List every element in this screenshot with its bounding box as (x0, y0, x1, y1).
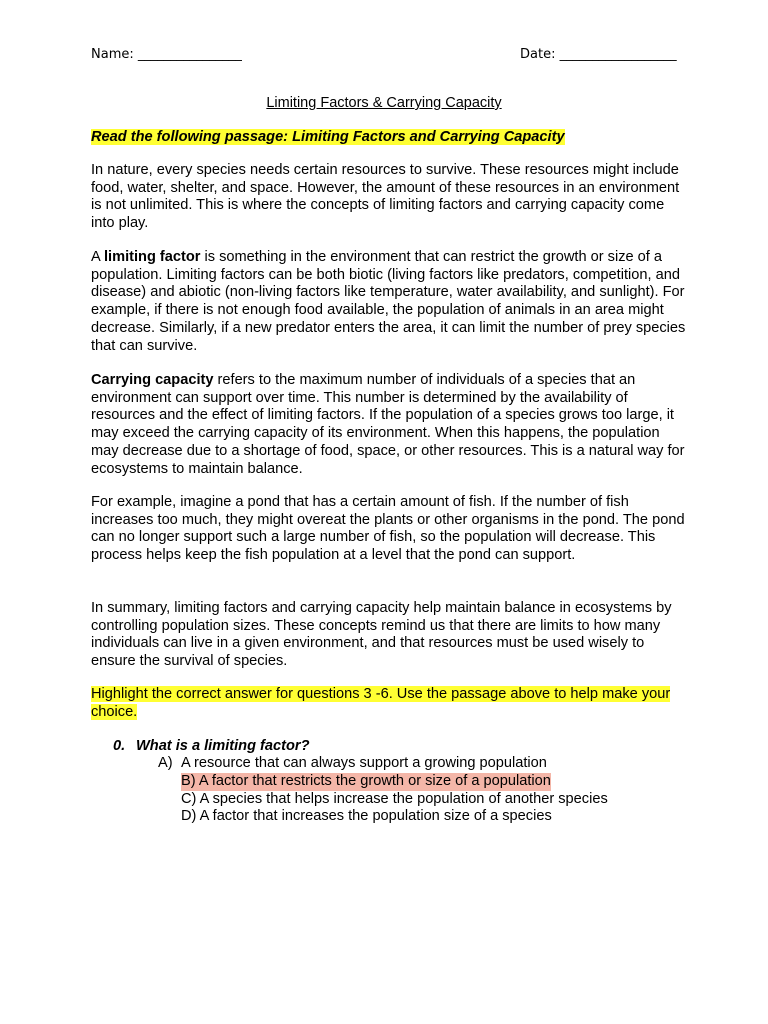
question-instruction (91, 686, 691, 721)
paragraph-carrying-capacity-text: refers to the maximum number of individuals of a species that an environment can support over time. This number is determined by the availability of resources and the effect of limiting factors. If the population of a species grows too large, it may exceed the carrying capacity of its environment. When this happens, the population may decrease due to a shortage of food, space, or other resources. This is a natural way for ecosystems to maintain balance. (91, 372, 685, 477)
option-letter: C) (181, 791, 197, 807)
term-carrying-capacity: Carrying capacity (91, 372, 214, 388)
paragraph-carrying-capacity (91, 372, 691, 478)
question-number: 0. (113, 738, 126, 754)
paragraph-limiting-factor (91, 249, 691, 355)
term-limiting-factor: limiting factor (103, 249, 201, 265)
document-title: Limiting Factors & Carrying Capacity (266, 95, 502, 111)
option-text: A factor that increases the population size of a species (199, 808, 552, 824)
answer-option-c[interactable] (181, 791, 608, 809)
question-text: What is a limiting factor? (136, 738, 310, 754)
reading-instruction (91, 129, 691, 147)
paragraph-intro (91, 162, 691, 233)
paragraph-summary (91, 600, 691, 671)
answer-option-b-highlighted[interactable] (181, 773, 551, 791)
answer-option-a[interactable] (158, 755, 547, 773)
option-letter: A) (158, 755, 173, 771)
paragraph-limiting-factor-text: is something in the environment that can restrict the growth or size of a population. Limiting factors can be both biotic (living factors like predators, competition, and disease) and abiotic (non-living factors like temperature, water availability, and sunlight). For example, if there is not enough food available, the population of animals in an area might decrease. Similarly, if a new predator enters the area, it can limit the number of prey species that can survive. (91, 249, 686, 354)
paragraph-summary-text: In summary, limiting factors and carrying capacity help maintain balance in ecosystems by controlling population sizes. These concepts remind us that there are limits to how many individuals can live in a given environment, and that resources must be used wisely to ensure the survival of species. (91, 600, 672, 670)
paragraph-pond-example-text: For example, imagine a pond that has a certain amount of fish. If the number of fish increases too much, they might overeat the plants or other organisms in the pond. The pond can no longer support such a large number of fish, so the population will decrease. This process helps keep the fish population at a level that the pond can support. (91, 494, 685, 564)
name-field: Name: ________________ (91, 47, 242, 62)
option-text: A resource that can always support a growing population (181, 755, 547, 771)
option-text: A factor that restricts the growth or size of a population (198, 773, 551, 789)
reading-instruction-text: Read the following passage: Limiting Factors and Carrying Capacity (91, 129, 565, 145)
paragraph-prefix: A (91, 249, 104, 265)
option-letter: B) (181, 773, 196, 789)
date-field: Date: __________________ (520, 47, 677, 62)
paragraph-intro-text: In nature, every species needs certain resources to survive. These resources might include food, water, shelter, and space. However, the amount of these resources in an environment is not unlimited. This is where the concepts of limiting factors and carrying capacity come into play. (91, 162, 680, 232)
answer-option-d[interactable] (181, 808, 552, 826)
question-stem (113, 738, 310, 756)
question-instruction-text: Highlight the correct answer for questions 3 -6. Use the passage above to help make your choice. (91, 686, 671, 720)
paragraph-pond-example (91, 494, 691, 565)
option-text: A species that helps increase the population of another species (199, 791, 608, 807)
option-letter: D) (181, 808, 197, 824)
